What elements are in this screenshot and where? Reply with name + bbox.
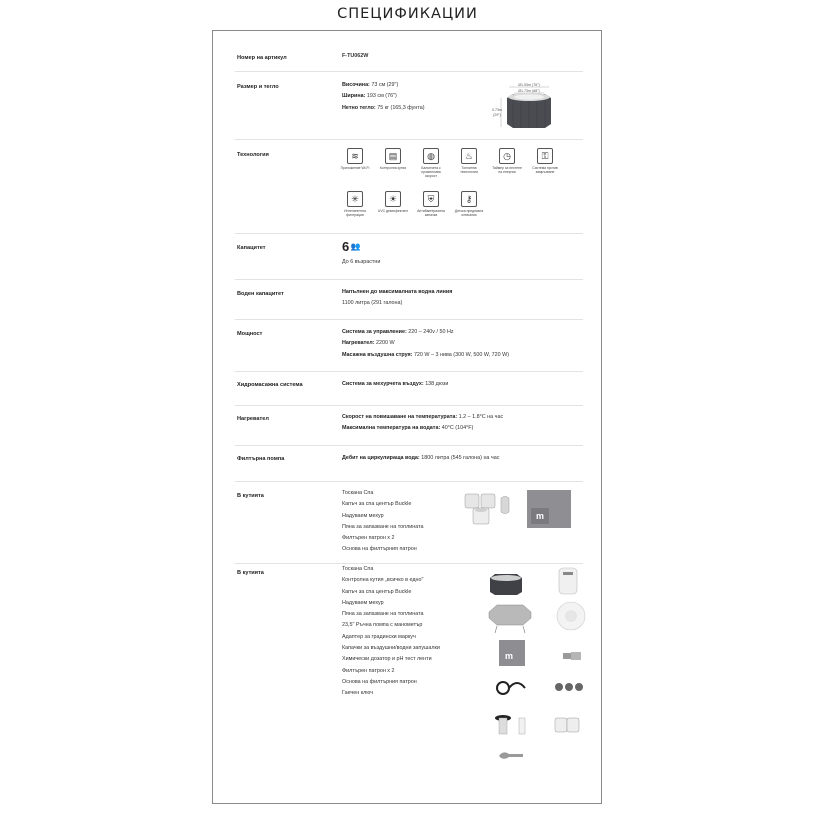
water-head: Напълнен до максималната водна линия [342,289,453,295]
antibacterial-icon: ⛨ [423,191,439,207]
box1-label: В кутията [237,493,264,499]
spa-tub-image [487,572,525,596]
capacity-number: 6 [342,239,350,254]
diagram-inner-diameter: Ø1.73m (68") [518,89,540,93]
water-values [342,287,452,310]
tech-label: Антибактериална капачка [417,209,445,218]
width-key: Ширина: [342,93,366,100]
wifi-icon: ≋ [347,148,363,164]
tech-label: Система против замръзване [532,166,558,175]
hose-adapter-image [561,648,585,664]
list-item: Тоскана Спа [342,490,374,496]
foam-mats-image [497,638,529,670]
heating-icon: ♨ [461,148,477,164]
capacity-text: До 6 възрастни [342,259,381,265]
box2-label: В кутията [237,570,264,576]
row-pump [235,445,583,482]
spec-table [212,30,602,804]
size-label: Размер и тегло [237,84,279,90]
page-title: СПЕЦИФИКАЦИИ [337,6,478,22]
row-box1 [235,481,583,564]
tech-item [339,191,371,217]
list-item: Основа на филтърния патрон [342,678,417,685]
pump-val: 1800 литра (545 галона) на час [421,455,500,461]
bubble-speed-icon: ◍ [423,148,439,164]
tech-label: Детска предпазна ключалка [454,209,484,218]
tech-item [415,191,447,217]
technology-label: Технология [237,152,269,158]
diagram-outer-diameter: Ø1.93m (76") [518,83,540,87]
people-icon: 👥 [350,242,361,251]
list-item: Надуваем мехур [342,512,384,519]
svg-text:m: m [504,651,514,661]
hydro-key: Система за мехурчета въздух: [342,381,424,387]
row-heater [235,405,583,446]
heater-values [342,412,503,435]
control-box-icon: ▤ [385,148,401,164]
tech-item [377,191,409,213]
inflatable-bladder-image [555,600,587,632]
tech-item [339,148,371,170]
heater-max-key: Максимална температура на водата: [342,425,441,432]
weight-key: Нетно тегло: [342,104,376,111]
article-value: F-TU062W [342,53,369,59]
power-heat-key: Нагревател: [342,340,375,347]
capacity-value [342,240,380,267]
tech-item [453,148,485,174]
list-item: Основа на филтърния патрон [342,546,417,553]
row-water [235,279,583,320]
diagram-height: 0.73m [492,108,502,112]
list-item: Химически дозатор и pH тест ленти [342,656,432,663]
row-technology [235,139,583,234]
weight-value: 75 кг (165,3 фунта) [377,104,425,111]
svg-text:m: m [535,511,545,521]
pump-label: Филтърна помпа [237,456,285,462]
power-label: Мощност [237,331,263,337]
list-item: Пяна за запазване на топлината [342,523,424,530]
water-label: Воден капацитет [237,291,284,297]
list-item: Контролна кутия „всичко в едно" [342,577,424,584]
uvc-icon: ☀ [385,191,401,207]
list-item: Филтърен патрон x 2 [342,535,395,542]
capacity-label: Капацитет [237,245,266,251]
width-value: 193 см (76") [366,93,397,100]
tech-item [453,191,485,217]
hydro-label: Хидромасажна система [237,382,303,388]
heater-rate-key: Скорост на повишаване на температурата: [342,414,458,420]
list-item: Адаптер за градински маркуч [342,633,416,640]
lock-icon: ⚿ [537,148,553,164]
list-item: Тоскана Спа [342,566,374,572]
hydro-value [342,379,448,390]
tech-label: Интелигентна филтрация [344,209,366,218]
height-key: Височина: [342,82,370,88]
box1-list [342,488,424,556]
tech-label: Таймер за пестене на енергия [492,166,522,175]
power-jets-value: 720 W – 3 нива (300 W, 500 W, 720 W) [413,351,510,358]
list-item: Филтърен патрон x 2 [342,667,395,674]
row-box2 [235,563,583,804]
tech-label: Балончета с променлива скорост [421,166,441,179]
chemical-dispenser-image [491,712,531,738]
plug-caps-image [553,680,585,694]
filter-cartridges-image [463,492,515,528]
tech-label: Топлинна технология [460,166,478,175]
hydro-val: 138 дюзи [425,381,449,387]
timer-icon: ◷ [499,148,515,164]
height-value: 73 см (29") [371,82,399,88]
tech-item [377,148,409,170]
box2-list [342,564,440,700]
power-heat-value: 2200 W [376,340,395,347]
list-item: Капъч за спа център Buckle [342,501,412,508]
list-item: Капачки за въздушни/водни запушалки [342,645,440,652]
tech-label: Приложение Wi-Fi [340,166,370,170]
spa-dimension-diagram [487,80,569,136]
pump-value [342,453,499,464]
power-sys-key: Система за управление: [342,329,407,335]
control-box-image [557,566,579,596]
filter-cartridges-image [553,714,587,736]
list-item: Капъч за спа център Buckle [342,588,412,595]
hand-pump-image [493,676,529,702]
row-capacity [235,233,583,280]
list-item: 23,5" Ръчна помпа с манометър [342,622,423,629]
pump-key: Дебит на циркулираща вода: [342,455,420,461]
list-item: Пяна за запазване на топлината [342,611,424,618]
row-size [235,71,583,140]
row-power [235,319,583,372]
list-item: Гаечен ключ [342,690,374,697]
power-sys-value: 220 – 240v / 50 Hz [408,329,454,335]
article-label: Номер на артикул [237,55,287,61]
row-hydro [235,371,583,406]
tech-item [529,148,561,174]
heater-rate-value: 1.2 – 1.8°C на час [458,414,504,420]
size-values [342,80,425,114]
filter-icon: ✳ [347,191,363,207]
heater-label: Нагревател [237,416,269,422]
spa-cover-image [485,602,535,634]
power-jets-key: Масажна въздушна струя: [342,351,413,358]
list-item: Надуваем мехур [342,599,384,606]
heater-max-value: 40°C (104°F) [441,425,474,432]
foam-mat-image [525,488,575,532]
tech-label: Контролна кутия [379,166,407,170]
tech-label: UVC дезинфектант [377,209,409,213]
water-value: 1100 литра (291 галона) [342,300,403,307]
tech-item [415,148,447,179]
power-values [342,327,509,361]
diagram-height-inch: (29") [493,113,501,117]
tech-item [491,148,523,174]
child-lock-icon: ⚷ [461,191,477,207]
wrench-image [497,748,525,762]
